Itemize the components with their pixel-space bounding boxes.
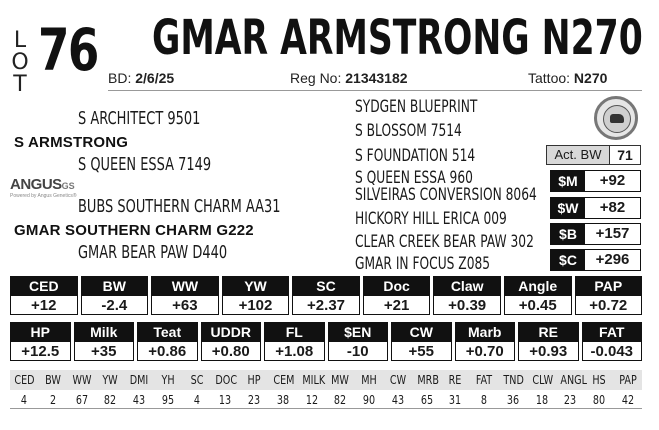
index-c (550, 249, 641, 271)
seal-icon (594, 96, 638, 140)
pct-value: 23 (564, 393, 577, 407)
pedigree-dd-sire: CLEAR CREEK BEAR PAW 302 (355, 232, 534, 252)
epd-ww (151, 276, 219, 315)
epd-claw (433, 276, 501, 315)
epd-value: +35 (74, 342, 135, 361)
pct-value: 4 (20, 393, 28, 407)
epd-marb (455, 322, 516, 361)
epd-header: Claw (433, 276, 501, 296)
epd-fl (264, 322, 325, 361)
pct-value: 23 (247, 393, 261, 407)
pct-header: DMI (129, 373, 149, 387)
epd-doc (363, 276, 431, 315)
pct-value: 2 (49, 393, 56, 407)
epd-value: +0.86 (137, 342, 198, 361)
epd-yw (222, 276, 290, 315)
pct-header: MRB (416, 373, 439, 387)
index-w (550, 197, 641, 219)
epd-table-row-1 (10, 276, 642, 315)
epd-header: RE (518, 322, 579, 342)
epd-teat (137, 322, 198, 361)
index-value: +157 (595, 225, 630, 242)
pct-header: YH (161, 373, 175, 387)
pct-header: RE (448, 373, 462, 387)
pct-value: 38 (276, 393, 289, 407)
epd-value: +0.72 (575, 296, 643, 315)
epd-value: +0.80 (201, 342, 262, 361)
pedigree-sire-sire: S ARCHITECT 9501 (78, 108, 201, 129)
epd-value: +21 (363, 296, 431, 315)
pct-header: TND (503, 373, 524, 387)
reg-label: Reg No: (290, 70, 342, 86)
epd-header: FL (264, 322, 325, 342)
epd-fat (582, 322, 643, 361)
epd-header: Teat (137, 322, 198, 342)
epd-value: -2.4 (81, 296, 149, 315)
pct-value: 82 (334, 393, 347, 407)
pedigree-ss-sire: SYDGEN BLUEPRINT (355, 97, 478, 117)
epd-value: +0.70 (455, 342, 516, 361)
epd-table-row-2 (10, 322, 642, 361)
index-label: $W (551, 198, 585, 218)
epd-header: CW (391, 322, 452, 342)
epd-header: WW (151, 276, 219, 296)
pct-value: 8 (480, 393, 488, 407)
pct-header: HS (592, 373, 606, 387)
pedigree-sire: S ARMSTRONG (14, 134, 129, 151)
header-divider (108, 90, 642, 91)
pedigree-dd-dam: GMAR IN FOCUS Z085 (355, 254, 491, 274)
epd-cw (391, 322, 452, 361)
epd-value: +0.45 (504, 296, 572, 315)
epd-pap (575, 276, 643, 315)
pedigree-ss-dam: S BLOSSOM 7514 (355, 121, 462, 141)
epd-uddr (201, 322, 262, 361)
pct-value: 42 (621, 393, 634, 407)
epd-header: Doc (363, 276, 431, 296)
epd-header: FAT (582, 322, 643, 342)
epd-value: +2.37 (292, 296, 360, 315)
epd-header: BW (81, 276, 149, 296)
lot-letter-o: O (11, 50, 29, 75)
pct-header: CW (389, 373, 406, 387)
epd-sc (292, 276, 360, 315)
pct-value: 18 (535, 393, 548, 407)
epd-header: SC (292, 276, 360, 296)
pct-value: 95 (161, 393, 174, 407)
epd-re (518, 322, 579, 361)
pct-header: YW (102, 373, 118, 387)
index-label: $B (551, 224, 585, 244)
pedigree-dam-sire: BUBS SOUTHERN CHARM AA31 (78, 196, 281, 217)
percentile-values (12, 393, 640, 407)
lot-letter-l: L (13, 28, 27, 53)
pct-value: 82 (104, 393, 117, 407)
pct-header: FAT (475, 373, 493, 387)
epd-value: +1.08 (264, 342, 325, 361)
epd-header: YW (222, 276, 290, 296)
pct-header: SC (190, 373, 203, 387)
pedigree-dam: GMAR SOUTHERN CHARM G222 (14, 222, 254, 239)
index-label: $C (551, 250, 585, 270)
pct-value: 43 (391, 393, 404, 407)
epd-value: +12 (10, 296, 78, 315)
pct-header: MH (361, 373, 377, 387)
epd-header: $EN (328, 322, 389, 342)
epd-header: Marb (455, 322, 516, 342)
percentile-headers (12, 373, 640, 387)
angus-gs-logo (10, 176, 77, 199)
pedigree-dam-dam: GMAR BEAR PAW D440 (78, 242, 228, 263)
pct-header: BW (44, 373, 61, 387)
pedigree-sd-sire: S FOUNDATION 514 (355, 146, 476, 166)
epd-value: -10 (328, 342, 389, 361)
pct-value: 12 (305, 393, 318, 407)
pedigree-ds-dam: HICKORY HILL ERICA 009 (355, 209, 507, 229)
epd-milk (74, 322, 135, 361)
pct-header: WW (72, 373, 91, 387)
index-value: +296 (595, 251, 630, 268)
bd-label: BD: (108, 70, 132, 86)
pct-value: 36 (506, 393, 519, 407)
pct-header: MW (331, 373, 350, 387)
act-bw-value: 71 (617, 147, 633, 163)
epd-header: CED (10, 276, 78, 296)
reg-number (290, 70, 408, 86)
gs-logo-text: GS (61, 181, 75, 191)
pct-value: 43 (132, 393, 146, 407)
bd-value: 2/6/25 (135, 70, 175, 86)
pct-header: HP (247, 373, 261, 387)
act-bw-label: Act. BW (547, 146, 610, 164)
epd-header: HP (10, 322, 71, 342)
pct-header: CLW (531, 373, 553, 387)
pct-value: 31 (449, 393, 462, 407)
index-b (550, 223, 641, 245)
index-label: $M (551, 171, 585, 191)
tattoo-label: Tattoo: (528, 70, 571, 86)
birth-date (108, 70, 174, 86)
pct-header: DOC (215, 373, 238, 387)
epd-value: +63 (151, 296, 219, 315)
pct-value: 65 (420, 393, 433, 407)
pedigree-sd-dam: S QUEEN ESSA 960 (355, 168, 473, 188)
lot-letter-t: T (13, 72, 27, 97)
epd-header: UDDR (201, 322, 262, 342)
reg-value: 21343182 (345, 70, 408, 86)
epd-header: PAP (575, 276, 643, 296)
pedigree-ds-sire: SILVEIRAS CONVERSION 8064 (355, 185, 537, 205)
pct-header: CED (14, 373, 35, 387)
epd-angle (504, 276, 572, 315)
pct-value: 4 (193, 393, 200, 407)
epd-value: -0.043 (582, 342, 643, 361)
lot-number: 76 (38, 16, 98, 84)
epd-en (328, 322, 389, 361)
index-value: +82 (599, 199, 626, 216)
animal-name: GMAR ARMSTRONG N270 (152, 10, 643, 66)
pct-value: 90 (362, 393, 376, 407)
pct-value: 67 (75, 393, 88, 407)
pct-value: 80 (592, 393, 606, 407)
pct-header: PAP (618, 373, 637, 387)
index-value: +92 (599, 172, 626, 189)
epd-header: Angle (504, 276, 572, 296)
epd-header: Milk (74, 322, 135, 342)
tattoo (528, 70, 607, 86)
epd-value: +12.5 (10, 342, 71, 361)
epd-ced (10, 276, 78, 315)
epd-value: +55 (391, 342, 452, 361)
angus-logo-text: ANGUS (10, 176, 62, 193)
pedigree-sire-dam: S QUEEN ESSA 7149 (78, 154, 212, 175)
percentile-divider (10, 408, 642, 409)
epd-value: +102 (222, 296, 290, 315)
pct-header: MILK (301, 373, 325, 387)
epd-bw (81, 276, 149, 315)
pct-header: CEM (273, 373, 295, 387)
tattoo-value: N270 (573, 70, 608, 86)
index-m (550, 170, 641, 192)
epd-value: +0.93 (518, 342, 579, 361)
pct-header: ANGL (560, 373, 588, 387)
epd-value: +0.39 (433, 296, 501, 315)
epd-hp (10, 322, 71, 361)
logo-tagline: Powered by Angus Genetics® (10, 193, 77, 199)
actual-birth-weight (546, 145, 641, 165)
pct-value: 13 (219, 393, 232, 407)
